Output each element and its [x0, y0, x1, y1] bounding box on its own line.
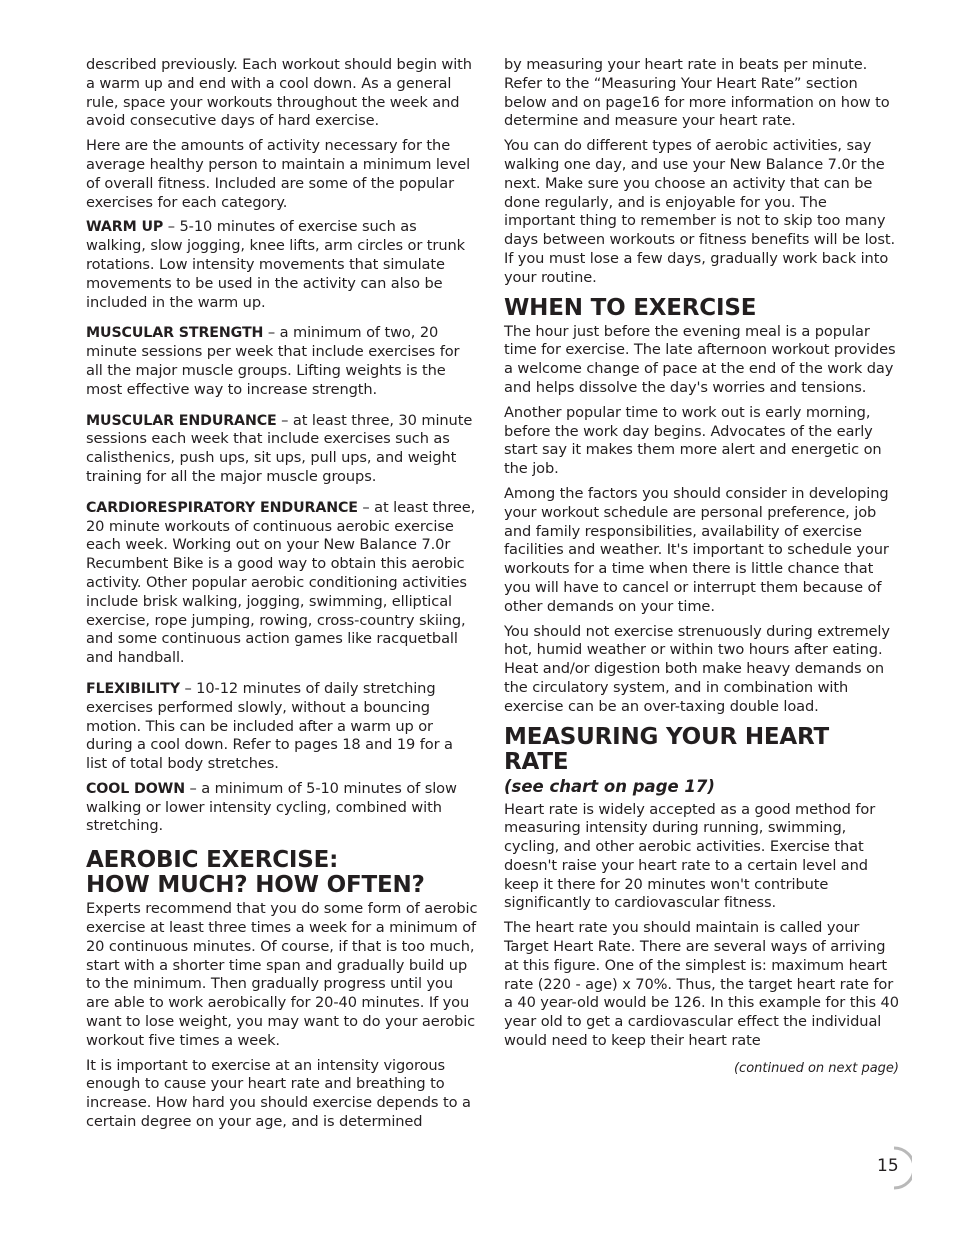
aerobic-heading — [86, 848, 478, 898]
paragraph: Heart rate is widely accepted as a good method for measuring intensity during running, swimming, cycling, and other aerobic activities. Exercise that doesn't raise your heart rate to a certain level and keep it there for 20 minutes won't contribute significantly to cardiovascular fitness. — [504, 800, 876, 912]
warm-up-paragraph — [86, 218, 478, 312]
term-text: – 10-12 minutes of daily stretching exercises performed slowly, without a bouncing motion. This can be included after a warm up or during a cool down. Refer to pages 18 and 19 for a list of total body stretches. — [86, 679, 453, 773]
term-text: – at least three, 20 minute workouts of continuous aerobic exercise each week. Working out on your New Balance 7.0r Recumbent Bike is a good way to obtain this aerobic activity. Other popular aerobic conditioning activities include brisk walking, jogging, swimming, elliptical exercise, rope jumping, rowing, cross-country skiing, and some continuous action games like racquetball and handball. — [86, 498, 476, 667]
when-to-exercise-heading: WHEN TO EXERCISE — [504, 294, 757, 321]
heading-line: HOW MUCH? HOW OFTEN? — [86, 872, 425, 899]
chart-reference-subheading: (see chart on page 17) — [504, 776, 715, 796]
paragraph: Among the factors you should consider in developing your workout schedule are personal preference, job and family responsibilities, availability of exercise facilities and weather. It's important to schedule your workouts for a time when there is little chance that you will have to cancel or interrupt them because of other demands on your time. — [504, 484, 889, 615]
measuring-heart-rate-heading: MEASURING YOUR HEART RATE — [504, 723, 829, 775]
term-label: FLEXIBILITY — [86, 680, 180, 697]
paragraph: Here are the amounts of activity necessary for the average healthy person to maintain a minimum level of overall fitness. Included are some of the popular exercises for each category. — [86, 137, 471, 211]
paragraph: The hour just before the evening meal is a popular time for exercise. The late afternoon workout provides a welcome change of pace at the end of the work day and helps dissolve the day's worries and tensions. — [504, 322, 896, 396]
cool-down-paragraph — [86, 780, 478, 836]
term-label: COOL DOWN — [86, 780, 185, 797]
paragraph: by measuring your heart rate in beats per minute. Refer to the “Measuring Your Heart Rate” section below and on page16 for more information on how to determine and measure your heart rate. — [504, 56, 890, 130]
continued-note: (continued on next page) — [733, 1060, 899, 1076]
flexibility-paragraph — [86, 680, 478, 774]
term-label: CARDIORESPIRATORY ENDURANCE — [86, 499, 358, 516]
paragraph: Another popular time to work out is early morning, before the work day begins. Advocates of the early start say it makes them more alert and energetic on the job. — [504, 403, 882, 478]
heading-line: AEROBIC EXERCISE: — [86, 847, 339, 874]
page-number: 15 — [877, 1156, 899, 1176]
term-text: – a minimum of two, 20 minute sessions per week that include exercises for all the major muscle groups. Lifting weights is the most effective way to increase strength. — [86, 324, 460, 398]
term-text: – at least three, 30 minute sessions each week that include exercises such as calisthenics, push ups, sit ups, pull ups, and weight training for all the major muscle groups. — [86, 411, 473, 485]
paragraph: You can do different types of aerobic activities, say walking one day, and use your New Balance 7.0r the next. Make sure you choose an activity that can be done regularly, and is enjoyable for you. The important thing to remember is not to skip too many days between workouts or fitness benefits will be lost. If you must lose a few days, gradually work back into your routine. — [504, 137, 896, 286]
paragraph: You should not exercise strenuously during extremely hot, humid weather or within two hours after eating. Heat and/or digestion both make heavy demands on the circulatory system, and in combination with exercise can be an over-taxing double load. — [504, 622, 890, 715]
paragraph: It is important to exercise at an intensity vigorous enough to cause your heart rate and breathing to increase. How hard you should exercise depends to a certain degree on your age, and is determined — [86, 1056, 471, 1131]
left-column — [86, 56, 478, 1138]
right-column — [504, 56, 899, 1076]
term-label: MUSCULAR ENDURANCE — [86, 412, 277, 429]
term-label: MUSCULAR STRENGTH — [86, 325, 264, 342]
paragraph: described previously. Each workout should begin with a warm up and end with a cool down. As a general rule, space your workouts throughout the week and avoid consecutive days of hard exercise. — [86, 56, 472, 130]
muscular-endurance-paragraph — [86, 412, 478, 487]
paragraph: The heart rate you should maintain is called your Target Heart Rate. There are several ways of arriving at this figure. One of the simplest is: maximum heart rate (220 - age) x 70%. Thus, the target heart rate for a 40 year-old would be 126. In this example for this 40 year old to get a cardiovascular effect the individual would need to keep their heart rate — [504, 919, 899, 1050]
term-text: – a minimum of 5-10 minutes of slow walking or lower intensity cycling, combined with stretching. — [86, 779, 457, 835]
muscular-strength-paragraph — [86, 324, 478, 399]
paragraph: Experts recommend that you do some form of aerobic exercise at least three times a week for a minimum of 20 continuous minutes. Of course, if that is too much, start with a shorter time span and gradually build up to the minimum. Then gradually progress until you are able to work aerobically for 20-40 minutes. If you want to lose weight, you may want to do your aerobic workout five times a week. — [86, 900, 478, 1049]
term-text: – 5-10 minutes of exercise such as walking, slow jogging, knee lifts, arm circles or trunk rotations. Low intensity movements that simulate movements to be used in the activity can also be included in the warm up. — [86, 218, 465, 311]
page-number-badge — [872, 1146, 912, 1190]
cardio-paragraph — [86, 499, 478, 668]
term-label: WARM UP — [86, 219, 164, 236]
